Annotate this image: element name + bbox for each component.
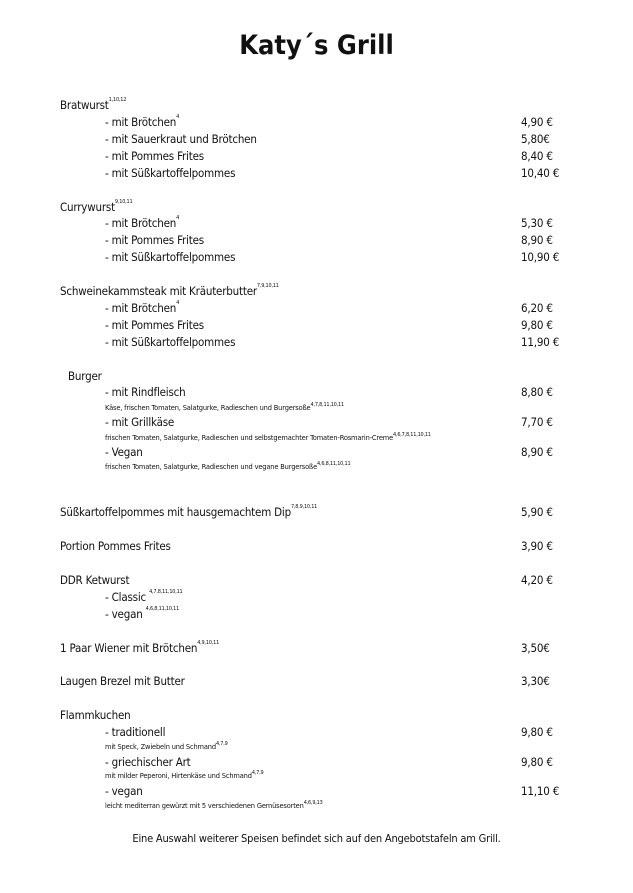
menu-item: - mit Rindfleisch <box>105 385 186 399</box>
menu-item-price: 4,90 € <box>521 115 553 129</box>
section-heading-flammkuchen: Flammkuchen <box>60 708 131 722</box>
menu-item-price: 9,80 € <box>521 318 553 332</box>
menu-item-price: 9,80 € <box>521 725 553 739</box>
section-heading-bratwurst: Bratwurst$^{1,10,12}$ <box>60 97 127 112</box>
menu-item: Portion Pommes Frites <box>60 539 171 553</box>
menu-item-price: 5,30 € <box>521 216 553 230</box>
menu-item: - mit Süßkartoffelpommes <box>105 250 236 264</box>
menu-item-description: frischen Tomaten, Salatgurke, Radieschen und vegane Burgersoße$^{4,6,8,11,10,11}$ <box>105 461 351 471</box>
menu-item-price: 6,20 € <box>521 301 553 315</box>
menu-item-price: 7,70 € <box>521 415 553 429</box>
menu-item-price: 3,50€ <box>521 641 550 655</box>
menu-item: - mit Süßkartoffelpommes <box>105 335 236 349</box>
menu-item-price: 8,80 € <box>521 385 553 399</box>
menu-item-description: leicht mediterran gewürzt mit 5 verschiedenen Gemüsesorten$^{4,6,9,13}$ <box>105 800 323 810</box>
section-heading-steak: Schweinekammsteak mit Kräuterbutter$^{7,9,10,11}$ <box>60 283 279 298</box>
menu-item: - griechischer Art <box>105 755 191 769</box>
menu-item: Süßkartoffelpommes mit hausgemachtem Dip$^{7,8,9,10,11}$ <box>60 504 318 519</box>
menu-item: - mit Sauerkraut und Brötchen <box>105 132 257 146</box>
menu-item-price: 8,90 € <box>521 445 553 459</box>
menu-item: - Vegan <box>105 445 143 459</box>
menu-item-price: 11,90 € <box>521 335 560 349</box>
menu-item: - Classic $^{4,7,8,11,10,11}$ <box>105 589 183 604</box>
menu-item: - mit Pommes Frites <box>105 233 204 247</box>
menu-item: - mit Grillkäse <box>105 415 175 429</box>
menu-item: Laugen Brezel mit Butter <box>60 674 185 688</box>
menu-item: - mit Pommes Frites <box>105 149 204 163</box>
menu-item: - mit Brötchen$^4$ <box>105 215 180 230</box>
page-title: Katy´s Grill <box>239 30 394 61</box>
menu-item-description: frischen Tomaten, Salatgurke, Radieschen und selbstgemachter Tomaten-Rosmarin-Creme$^{4,6,7,8,11,10,11}$ <box>105 432 431 442</box>
menu-item-price: 9,80 € <box>521 755 553 769</box>
menu-item-price: 5,90 € <box>521 505 553 519</box>
menu-item-price: 3,90 € <box>521 539 553 553</box>
menu-item-price: 4,20 € <box>521 573 553 587</box>
menu-item: 1 Paar Wiener mit Brötchen$^{4,9,10,11}$ <box>60 640 220 655</box>
menu-item: - vegan $^{4,6,8,11,10,11}$ <box>105 606 180 621</box>
section-heading-currywurst: Currywurst$^{9,10,11}$ <box>60 199 133 214</box>
menu-item: - vegan <box>105 784 143 798</box>
menu-item-description: mit milder Peperoni, Hirtenkäse und Schmand$^{4,7,9}$ <box>105 770 264 780</box>
menu-item: - mit Pommes Frites <box>105 318 204 332</box>
menu-item-price: 10,90 € <box>521 250 560 264</box>
menu-item: - traditionell <box>105 725 166 739</box>
menu-item: - mit Süßkartoffelpommes <box>105 166 236 180</box>
section-heading-burger: Burger <box>68 369 102 383</box>
footer-note: Eine Auswahl weiterer Speisen befindet sich auf den Angebotstafeln am Grill. <box>132 832 501 845</box>
menu-item-price: 11,10 € <box>521 784 560 798</box>
menu-item-price: 8,90 € <box>521 233 553 247</box>
menu-item: - mit Brötchen$^4$ <box>105 300 180 315</box>
menu-item-price: 3,30€ <box>521 674 550 688</box>
menu-item-price: 8,40 € <box>521 149 553 163</box>
menu-item-price: 10,40 € <box>521 166 560 180</box>
section-heading-ketwurst: DDR Ketwurst <box>60 573 130 587</box>
menu-item-description: Käse, frischen Tomaten, Salatgurke, Radieschen und Burgersoße$^{4,7,8,11,10,11}$ <box>105 402 344 412</box>
menu-item-description: mit Speck, Zwiebeln und Schmand$^{4,7,9}$ <box>105 741 228 751</box>
menu-item-price: 5,80€ <box>521 132 550 146</box>
menu-item: - mit Brötchen$^4$ <box>105 114 180 129</box>
